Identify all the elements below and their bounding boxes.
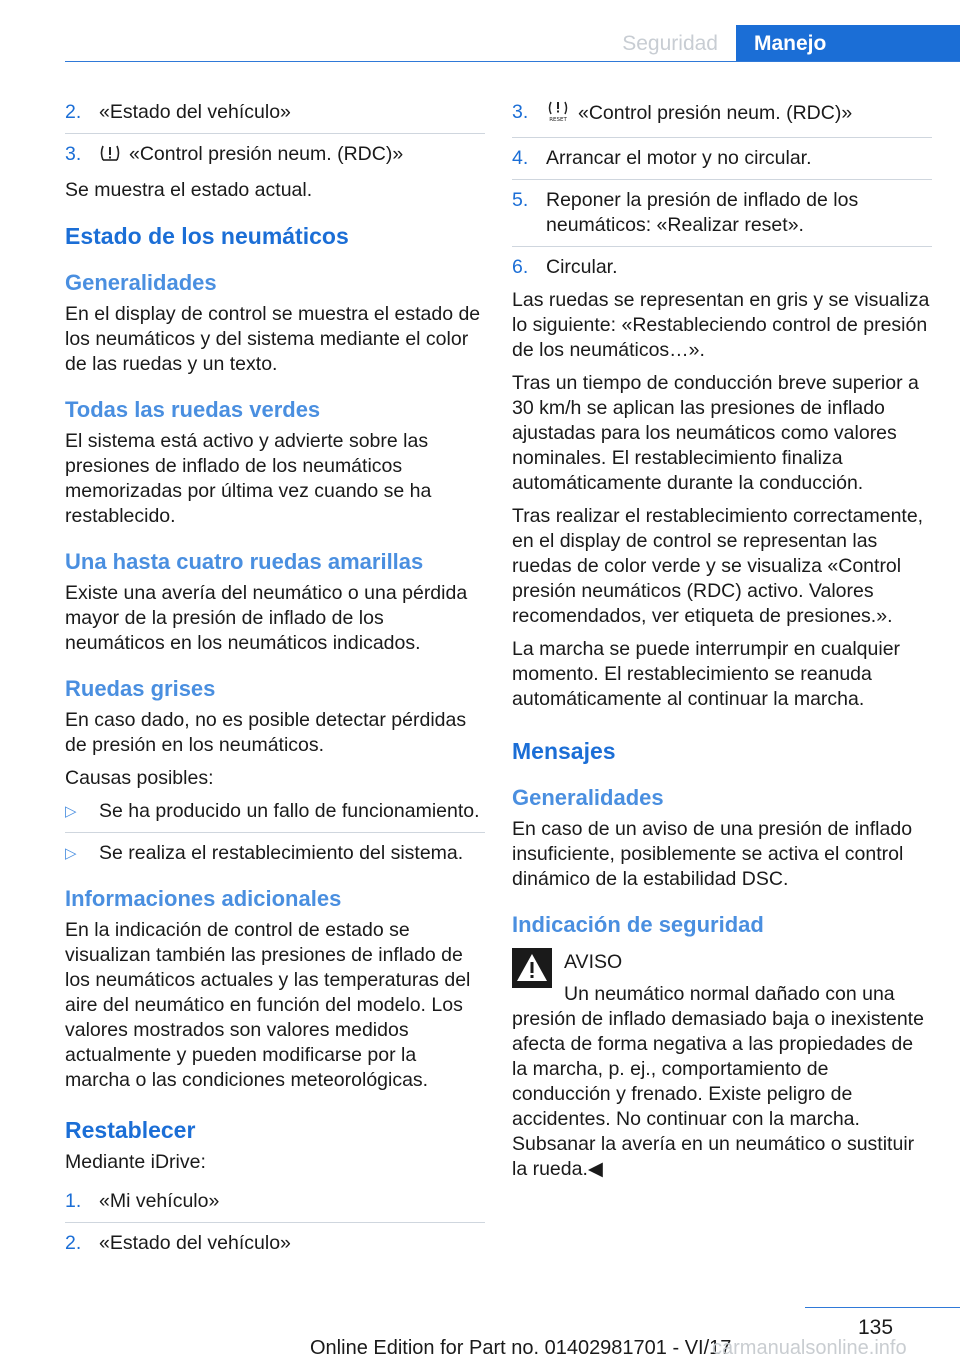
paragraph-4: La marcha se puede interrumpir en cualquier momento. El restablecimiento se reanuda automáticamente al continuar la marcha. [512,638,901,710]
header-section-label: Seguridad [622,25,736,62]
footer-edition: Online Edition for Part no. 01402981701 - VI/17 [310,1337,732,1359]
header-chapter-label: Manejo [736,25,960,62]
heading-general-2: Generalidades [512,785,664,810]
list-item [65,142,485,170]
paragraph-yellow: Existe una avería del neumático o una pérdida mayor de la presión de inflado de los neumáticos en los neumáticos indicados. [65,582,468,654]
status-text: Se muestra el estado actual. [65,179,313,201]
list-text: Reponer la presión de inflado de los neumáticos: «Realizar reset». [546,189,859,236]
paragraph-3: Tras realizar el restablecimiento correctamente, en el display de control se representan las ruedas de color verde y se visualiza «Control presión neumáticos (RDC) activo. Valores recomendados, ver etiqueta de presiones.». [512,505,924,627]
heading-safety: Indicación de seguridad [512,912,764,937]
list-number: 2. [65,101,82,123]
divider [512,246,932,247]
warning-triangle-icon [512,948,564,995]
bullet-item [65,841,485,866]
list-number: 3. [65,143,82,165]
list-text [546,100,932,129]
paragraph-1: Las ruedas se representan en gris y se visualiza lo siguiente: «Restableciendo control de presión de los neumáticos…». [512,289,930,361]
paragraph-general-2: En caso de un aviso de una presión de inflado insuficiente, posiblemente se activa el control dinámico de la estabilidad DSC. [512,818,913,890]
bullet-text: Se realiza el restablecimiento del sistema. [99,842,464,864]
warning-title: AVISO [564,951,623,973]
bullet-item [65,799,485,824]
paragraph-general: En el display de control se muestra el estado de los neumáticos y del sistema mediante el color de las ruedas y un texto. [65,303,481,375]
svg-text:RESET: RESET [549,117,567,122]
list-text: «Mi vehículo» [99,1190,220,1212]
list-item [65,100,485,125]
divider [512,137,932,138]
heading-general: Generalidades [65,270,217,295]
tire-pressure-icon [99,143,121,170]
list-item [512,100,932,129]
list-text: Circular. [546,256,618,278]
right-column [512,100,932,1182]
list-item [65,1189,485,1214]
heading-tire-status: Estado de los neumáticos [65,223,349,249]
list-number: 2. [65,1232,82,1254]
page-number: 135 [858,1316,894,1339]
via-idrive: Mediante iDrive: [65,1151,206,1173]
heading-messages: Mensajes [512,738,616,764]
list-text: Arrancar el motor y no circular. [546,147,812,169]
left-column [65,100,485,1264]
header-tabs [622,25,960,62]
list-item [512,146,932,171]
paragraph-grey: En caso dado, no es posible detectar pérdidas de presión en los neumáticos. [65,709,467,756]
watermark: carmanualsonline.info [712,1337,907,1359]
heading-yellow: Una hasta cuatro ruedas amarillas [65,549,424,574]
bullet-triangle-icon: ▷ [65,803,77,820]
paragraph-2: Tras un tiempo de conducción breve superior a 30 km/h se aplican las presiones de inflado ajustadas para los neumáticos como valores nominales. El restablecimiento finaliza automáticamente durante la conducción. [512,372,919,494]
list-text: «Estado del vehículo» [99,1232,291,1254]
divider [65,133,485,134]
list-number: 5. [512,189,529,211]
causes-label: Causas posibles: [65,767,214,789]
tire-pressure-reset-icon [546,100,570,129]
warning-text: Un neumático normal dañado con una presión de inflado demasiado baja o inexistente afecta de forma negativa a las propiedades de la marcha, p. ej., comportamiento de conducción y frenado. Existe peligro de accidentes. No continuar con la marcha. Subsanar la avería en un neumático o sustituir la rueda.◀ [512,983,924,1180]
divider [512,179,932,180]
list-item [65,1231,485,1256]
list-number: 1. [65,1190,82,1212]
list-number: 3. [512,101,529,123]
list-number: 6. [512,256,529,278]
list-text-label: «Control presión neum. (RDC)» [578,102,853,124]
bullet-triangle-icon: ▷ [65,845,77,862]
header-rule [65,61,960,62]
heading-reset: Restablecer [65,1117,196,1143]
paragraph-green: El sistema está activo y advierte sobre las presiones de inflado de los neumáticos memorizadas por última vez cuando se ha restablecido. [65,430,432,527]
warning-block [512,948,932,1182]
divider [65,832,485,833]
bullet-text: Se ha producido un fallo de funcionamiento. [99,800,480,822]
list-number: 4. [512,147,529,169]
list-text [99,142,485,170]
list-text-label: «Control presión neum. (RDC)» [129,143,404,165]
list-text: «Estado del vehículo» [99,101,291,123]
list-item [512,255,932,280]
paragraph-additional: En la indicación de control de estado se visualizan también las presiones de inflado de los neumáticos actuales y las temperaturas del aire del neumático en función del modelo. Los valores mostrados son valores medidos actualmente y pueden modificarse por la marcha o las condiciones meteorológicas. [65,919,471,1091]
heading-additional: Informaciones adicionales [65,886,342,911]
heading-green: Todas las ruedas verdes [65,397,321,422]
footer-rule [805,1307,960,1308]
list-item [512,188,932,238]
divider [65,1222,485,1223]
heading-grey: Ruedas grises [65,676,216,701]
